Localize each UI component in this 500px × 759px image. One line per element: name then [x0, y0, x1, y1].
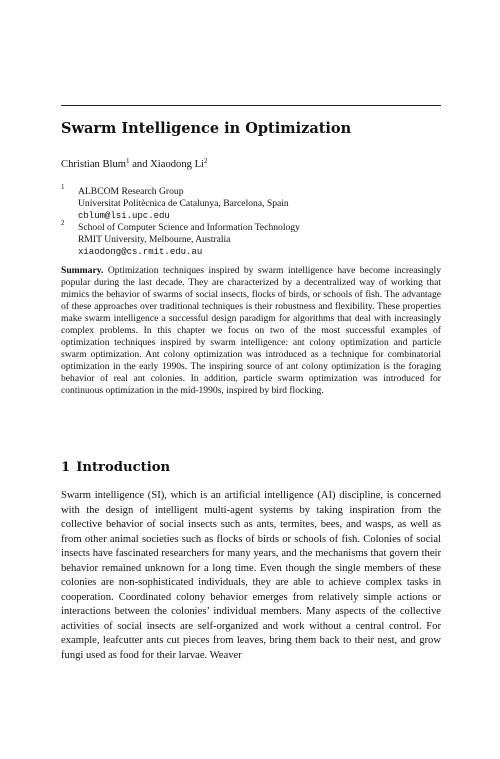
section-title: Introduction [76, 460, 171, 475]
author-name: Xiaodong Li [150, 159, 204, 170]
abstract-text: Optimization techniques inspired by swarm intelligence have become increasingly popular during the last decade. They are characterized by a decentralized way of working that mimics the behavior of swarms of social insects, flocks of birds, or schools of fish. The advantage of these approaches over traditional techniques is their robustness and flexibility. These properties make swarm intelligence a successful design paradigm for algorithms that deal with increasingly complex problems. In this chapter we focus on two of the most successful examples of optimization techniques inspired by swarm intelligence: ant colony optimization and particle swarm optimization. Ant colony optimization was introduced as a technique for combinatorial optimization in the early 1990s. The inspiring source of ant colony optimization is the foraging behavior of real ant colonies. In addition, particle swarm optimization was introduced for continuous optimization in the mid-1990s, inspired by bird flocking. [61, 265, 441, 397]
affiliation-line: School of Computer Science and Information Technology [78, 222, 300, 233]
section-body-text: Swarm intelligence (SI), which is an artificial intelligence (AI) discipline, is concerned with the design of intelligent multi-agent systems by taking inspiration from the collective behavior of social insects such as ants, termites, bees, and wasps, as well as from other animal societies such as flocks of birds or schools of fish. Colonies of social insects have fascinated researchers for many years, and the mechanisms that govern their behavior remained unknown for a long time. Even though the single members of these colonies are non-sophisticated individuals, they are able to achieve complex tasks in cooperation. Coordinated colony behavior emerges from relatively simple actions or interactions between the colonies’ individual members. Many aspects of the collective activities of social insects are self-organized and work without a central control. For example, leafcutter ants cut pieces from leaves, bring them back to their nest, and grow fungi used as food for their larvae. Weaver [61, 490, 441, 661]
affiliation-mark: 1 [61, 183, 65, 191]
author-line [61, 159, 441, 170]
affiliation-line: Universitat Politècnica de Catalunya, Barcelona, Spain [78, 198, 289, 209]
affiliation-mark: 2 [61, 219, 65, 227]
header-rule [61, 105, 441, 106]
affiliation-email: cblum@lsi.upc.edu [78, 211, 170, 221]
section-number: 1 [61, 460, 71, 475]
section-heading [61, 460, 170, 475]
abstract [61, 265, 441, 398]
author-affiliation-mark: 1 [126, 157, 130, 165]
affiliation-line: RMIT University, Melbourne, Australia [78, 234, 231, 245]
author-affiliation-mark: 2 [204, 157, 208, 165]
abstract-label: Summary. [61, 265, 104, 276]
author-joiner: and [132, 159, 148, 170]
affiliation-line: ALBCOM Research Group [78, 186, 184, 197]
paper-title: Swarm Intelligence in Optimization [61, 120, 352, 137]
affiliation-email: xiaodong@cs.rmit.edu.au [78, 247, 203, 257]
author-name: Christian Blum [61, 159, 127, 170]
